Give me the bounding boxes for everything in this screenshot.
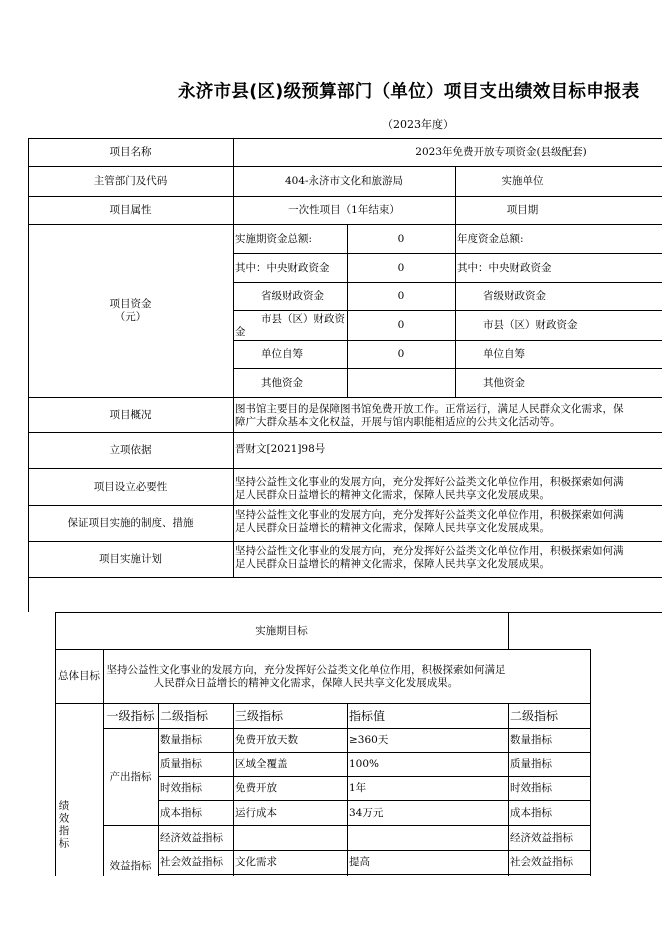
ind-l3: 免费开放 <box>235 782 277 794</box>
self-value: 0 <box>397 348 405 360</box>
col-l2-right: 二级指标 <box>510 708 559 723</box>
impl-unit-label: 实施单位 <box>501 175 544 187</box>
ind-l3: 免费开放天数 <box>235 734 298 746</box>
fund-label: 项目资金 （元） <box>109 298 152 323</box>
ind-value: 34万元 <box>349 806 384 819</box>
central-label: 其中：中央财政资金 <box>235 261 330 274</box>
attr-label: 项目属性 <box>109 204 152 216</box>
year-self-label: 单位自筹 <box>483 348 525 360</box>
project-name-value: 2023年免费开放专项资金(县级配套) <box>415 146 587 158</box>
self-label: 单位自筹 <box>261 348 303 360</box>
col-l2: 二级指标 <box>160 708 209 723</box>
other-label: 其他资金 <box>261 376 303 389</box>
year-prov-label: 省级财政资金 <box>483 290 546 302</box>
ind-l2: 数量指标 <box>160 734 202 746</box>
form-title: 永济市县(区)级预算部门（单位）项目支出绩效目标申报表 <box>178 82 640 102</box>
ind-l2: 社会效益指标 <box>160 856 223 868</box>
ind-l2r: 质量指标 <box>510 758 552 770</box>
year-other-label: 其他资金 <box>483 376 525 389</box>
perf-label: 绩效指标 <box>57 800 70 850</box>
ind-l2r: 社会效益指标 <box>510 856 573 868</box>
ind-l2: 经济效益指标 <box>160 831 223 844</box>
year-city-label: 市县（区）财政资金 <box>483 319 578 331</box>
ind-l3: 区域全覆盖 <box>235 758 288 770</box>
year-total-label: 年度资金总额: <box>457 232 524 245</box>
col-l3: 三级指标 <box>235 708 284 723</box>
ind-l3: 文化需求 <box>235 856 277 868</box>
period-label: 项目期 <box>506 204 539 216</box>
ind-value: ≥360天 <box>349 734 389 746</box>
impl-goal-label: 实施期目标 <box>255 624 308 637</box>
guarantee-label: 保证项目实施的制度、措施 <box>67 517 194 529</box>
ind-l3 <box>233 826 347 850</box>
ind-value: 提高 <box>349 856 370 868</box>
col-value: 指标值 <box>349 708 386 723</box>
attr-value: 一次性项目（1年结束） <box>288 204 400 216</box>
prov-label: 省级财政资金 <box>261 290 324 302</box>
basis-value: 晋财文[2021]98号 <box>235 443 326 455</box>
guarantee-value: 坚持公益性文化事业的发展方向，充分发挥好公益类文化单位作用，积极探索如何满足人民群众日益增长的精神文化需求，保障人民共享文化发展成果。 <box>235 509 624 534</box>
necessity-label: 项目设立必要性 <box>93 480 168 493</box>
plan-label: 项目实施计划 <box>99 553 162 565</box>
fund-total-value: 0 <box>397 232 405 245</box>
col-l1: 一级指标 <box>106 708 155 723</box>
dept-value: 404-永济市文化和旅游局 <box>284 175 404 187</box>
ind-l2r: 数量指标 <box>510 734 552 746</box>
city-value: 0 <box>397 319 405 331</box>
ind-l2: 时效指标 <box>160 782 202 794</box>
ind-l2r: 成本指标 <box>510 806 552 819</box>
central-value: 0 <box>397 261 405 274</box>
ind-l2: 成本指标 <box>160 806 202 819</box>
ind-l2r: 时效指标 <box>510 782 552 794</box>
ind-value <box>347 826 508 850</box>
output-label: 产出指标 <box>109 770 152 783</box>
ind-l2r: 经济效益指标 <box>510 831 573 844</box>
prov-value: 0 <box>397 290 405 302</box>
ind-l3: 运行成本 <box>235 806 277 819</box>
project-name-label: 项目名称 <box>109 146 152 158</box>
year-central-label: 其中：中央财政资金 <box>457 261 552 274</box>
overall-label: 总体目标 <box>58 670 100 682</box>
city-label: 市县（区）财政资金 <box>235 313 345 338</box>
benefit-label: 效益指标 <box>109 860 152 872</box>
ind-value: 100% <box>349 758 380 770</box>
fund-total-label: 实施期资金总额: <box>235 232 313 245</box>
overall-value: 坚持公益性文化事业的发展方向，充分发挥好公益类文化单位作用，积极探索如何满足人民群众日益增长的精神文化需求，保障人民共享文化发展成果。 <box>106 663 506 689</box>
form-year: （2023年度） <box>382 118 454 131</box>
necessity-value: 坚持公益性文化事业的发展方向，充分发挥好公益类文化单位作用，积极探索如何满足人民群众日益增长的精神文化需求，保障人民共享文化发展成果。 <box>235 476 624 501</box>
basis-label: 立项依据 <box>109 444 152 456</box>
dept-label: 主管部门及代码 <box>93 175 168 187</box>
ind-l2: 质量指标 <box>160 758 202 770</box>
plan-value: 坚持公益性文化事业的发展方向，充分发挥好公益类文化单位作用，积极探索如何满足人民群众日益增长的精神文化需求，保障人民共享文化发展成果。 <box>235 545 624 570</box>
ind-value: 1年 <box>349 782 367 794</box>
overview-value: 图书馆主要目的是保障图书馆免费开放工作。正常运行，满足人民群众文化需求，保障广大群众基本文化权益，开展与馆内职能相适应的公共文化活动等。 <box>235 403 624 428</box>
overview-label: 项目概况 <box>109 408 152 421</box>
